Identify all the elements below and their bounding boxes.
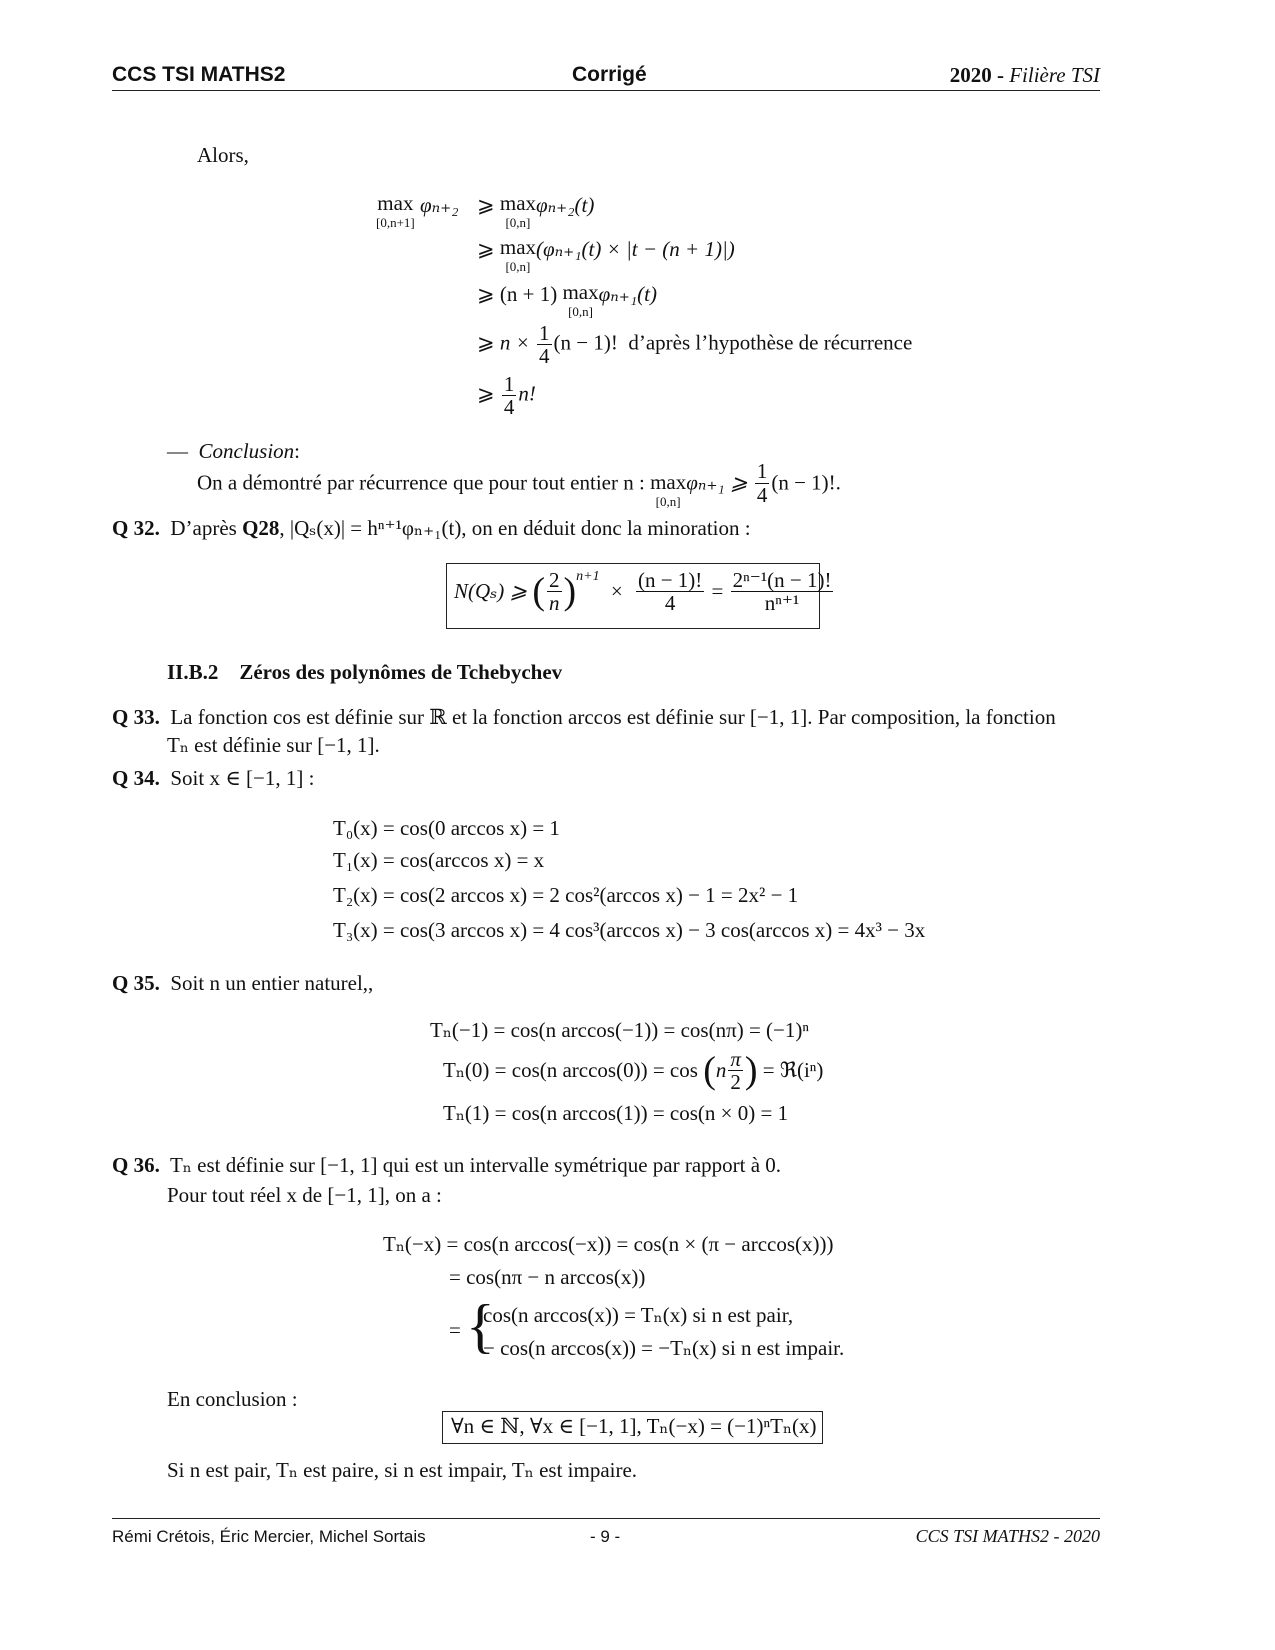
fraction — [728, 1048, 743, 1093]
denominator: n — [549, 591, 560, 616]
q36-line2: Pour tout réel x de [−1, 1], on a : — [167, 1183, 442, 1207]
expr: (φₙ₊₁(t) × |t − (n + 1)|) — [536, 237, 735, 261]
denominator: 4 — [539, 344, 550, 369]
q36-eq-1: Tₙ(−x) = cos(n arccos(−x)) = cos(n × (π − arccos(x))) — [383, 1232, 834, 1256]
fraction — [755, 460, 770, 505]
expr: φₙ₊₁(t) — [598, 282, 657, 306]
max-operator: max — [650, 470, 687, 494]
text: Soit n un entier naturel,, — [170, 971, 374, 995]
numerator: 2 — [549, 568, 560, 592]
fraction — [636, 569, 704, 614]
text: = ℜ(iⁿ) — [762, 1058, 824, 1083]
text: On a démontré par récurrence que pour tout entier n : — [197, 470, 645, 495]
dash: — — [167, 439, 188, 463]
numerator: 1 — [756, 459, 768, 484]
q33 — [112, 705, 1056, 730]
q36-result-formula: ∀n ∈ ℕ, ∀x ∈ [−1, 1], Tₙ(−x) = (−1)ⁿTₙ(x) — [451, 1414, 817, 1438]
brace: { — [466, 1293, 495, 1359]
text: Tₙ(0) = cos(n arccos(0)) = cos — [443, 1058, 698, 1083]
tail: (n − 1)!. — [771, 470, 841, 495]
expr-prefix: (n + 1) — [499, 282, 558, 306]
eq1-line-5 — [477, 373, 536, 418]
q34 — [112, 766, 314, 791]
q36-case-1: cos(n arccos(x)) = Tₙ(x) si n est pair, — [483, 1303, 794, 1327]
numerator: 1 — [503, 372, 515, 396]
expr: n! — [518, 381, 536, 406]
fraction — [547, 569, 562, 614]
question-label: Q 34. — [112, 766, 160, 790]
numerator: 2ⁿ⁻¹(n − 1)! — [732, 568, 832, 592]
max-subscript: [0,n] — [505, 215, 531, 230]
text: Soit x ∈ [−1, 1] : — [170, 766, 315, 790]
max-operator: max — [377, 191, 414, 215]
footer-rule — [112, 1518, 1100, 1519]
max-operator: max — [562, 280, 599, 304]
expr-prefix: n × — [499, 330, 530, 355]
relation: ⩾ — [477, 381, 495, 406]
intro-text: Alors, — [197, 143, 249, 167]
conclusion-label: Conclusion — [198, 439, 295, 463]
q34-eq-1: T₁(x) = cos(arccos x) = x — [333, 848, 545, 872]
eq1-line-4 — [477, 322, 912, 367]
q36 — [112, 1153, 781, 1178]
fraction — [537, 322, 552, 367]
text: , |Qₛ(x)| = hⁿ⁺¹φₙ₊₁(t), on en déduit donc la minoration : — [279, 516, 751, 540]
denominator: 2 — [730, 1070, 741, 1095]
header-left: CCS TSI MATHS2 — [112, 63, 286, 86]
times: × — [610, 579, 623, 604]
q32-result-formula: N(Qₛ) ⩾ ( $\frac{2}{n}$ )$^{n+1}$ × $\frac{(n - 1)!}{4}$ = $\frac{\text{2ⁿ⁻¹(n − 1)!}}{\text{nⁿ⁺¹}}$ — [454, 568, 832, 616]
header-filiere: Filière TSI — [1009, 63, 1100, 87]
numerator: 1 — [539, 321, 550, 345]
conclusion-text — [197, 458, 841, 508]
colon: : — [294, 439, 301, 463]
equals: = — [711, 579, 724, 604]
header-year: 2020 - — [949, 63, 1004, 87]
header-right — [950, 63, 1100, 88]
q35-eq-3: Tₙ(1) = cos(n arccos(1)) = cos(n × 0) = 1 — [443, 1101, 789, 1125]
header-rule — [112, 90, 1100, 91]
footer-authors: Rémi Crétois, Éric Mercier, Michel Sortais — [112, 1527, 426, 1546]
q36-final: Si n est pair, Tₙ est paire, si n est impair, Tₙ est impaire. — [167, 1458, 638, 1482]
eq1-line-1 — [477, 193, 594, 229]
reference: Q28 — [242, 516, 280, 540]
denominator: nⁿ⁺¹ — [764, 591, 800, 616]
denominator: 4 — [503, 395, 515, 420]
numerator: π — [730, 1047, 741, 1071]
section-title: Zéros des polynômes de Tchebychev — [239, 660, 563, 684]
header-center: Corrigé — [572, 63, 647, 86]
max-subscript: [0,n] — [568, 304, 593, 319]
eq1-lhs — [376, 193, 459, 229]
question-label: Q 35. — [112, 971, 160, 995]
relation: ⩾ — [477, 237, 495, 261]
fraction — [731, 569, 834, 614]
denominator: 4 — [664, 591, 676, 616]
q33-line2: Tₙ est définie sur [−1, 1]. — [167, 733, 380, 757]
max-operator: max — [499, 191, 537, 215]
q34-eq-0: T₀(x) = cos(0 arccos x) = 1 — [333, 816, 560, 840]
q34-eq-2: T₂(x) = cos(2 arccos x) = 2 cos²(arccos x) − 1 = 2x² − 1 — [333, 883, 799, 907]
max-operator: max — [499, 235, 537, 259]
eq1-line-2 — [477, 237, 735, 273]
question-label: Q 36. — [112, 1153, 160, 1177]
note: d’après l’hypothèse de récurrence — [628, 330, 913, 355]
denominator: 4 — [756, 482, 768, 507]
q35-eq-1: Tₙ(−1) = cos(n arccos(−1)) = cos(nπ) = (−1)ⁿ — [430, 1018, 809, 1042]
question-label: Q 32. — [112, 516, 160, 540]
lhs: N(Qₛ) ⩾ — [454, 579, 528, 604]
expr: (n − 1)! — [553, 330, 618, 355]
question-label: Q 33. — [112, 705, 160, 729]
q36-eq-3-equals: = — [449, 1318, 461, 1342]
relation: ⩾ — [477, 282, 495, 306]
text: La fonction cos est définie sur ℝ et la fonction arccos est définie sur [−1, 1]. Par composition, la fonction — [170, 705, 1056, 729]
numerator: (n − 1)! — [637, 568, 703, 592]
footer-right: CCS TSI MATHS2 - 2020 — [915, 1526, 1100, 1546]
expr: φₙ₊₂(t) — [536, 193, 595, 217]
text: Tₙ est définie sur [−1, 1] qui est un intervalle symétrique par rapport à 0. — [169, 1153, 782, 1177]
eq1-line-3 — [477, 282, 657, 318]
q32 — [112, 516, 751, 541]
text: D’après — [170, 516, 237, 540]
q34-eq-3: T₃(x) = cos(3 arccos x) = 4 cos³(arccos x) − 3 cos(arccos x) = 4x³ − 3x — [333, 918, 926, 942]
max-subscript: [0,n] — [505, 259, 531, 274]
max-subscript: [0,n] — [655, 494, 681, 509]
fraction — [502, 373, 517, 418]
q35 — [112, 971, 373, 996]
q36-case-2: − cos(n arccos(x)) = −Tₙ(x) si n est impair. — [483, 1336, 845, 1360]
exponent: n+1 — [576, 569, 600, 584]
n: n — [715, 1058, 727, 1083]
relation: ⩾ — [477, 330, 495, 355]
page-number: - 9 - — [590, 1527, 621, 1546]
section-number: II.B.2 — [167, 660, 219, 684]
q36-conclusion-label: En conclusion : — [167, 1387, 298, 1411]
relation: ⩾ — [477, 193, 495, 217]
max-subscript: [0,n+1] — [376, 215, 415, 230]
eq1-lhs-fn: φₙ₊₂ — [420, 193, 459, 217]
q35-eq-2: Tₙ(0) = cos(n arccos(0)) = cos (n $\frac{\pi}{2}$ ) = ℜ(iⁿ) — [443, 1047, 824, 1095]
q36-eq-2: = cos(nπ − n arccos(x)) — [449, 1265, 646, 1289]
expr: φₙ₊₁ ⩾ — [686, 470, 748, 495]
section-heading — [167, 660, 562, 685]
